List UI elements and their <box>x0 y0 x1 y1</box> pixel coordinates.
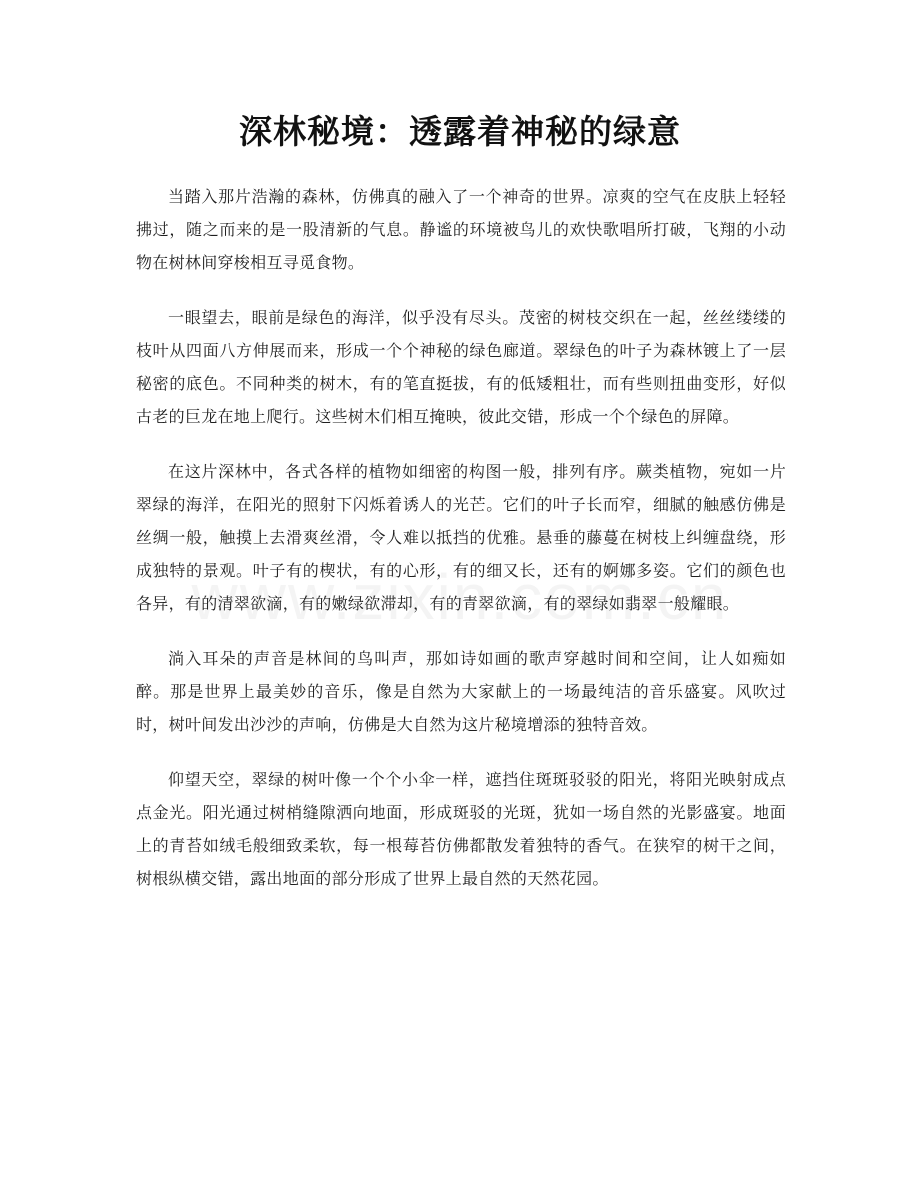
paragraph-3: 在这片深林中，各式各样的植物如细密的构图一般，排列有序。蕨类植物，宛如一片翠绿的海洋，在阳光的照射下闪烁着诱人的光芒。它们的叶子长而窄，细腻的触感仿佛是丝绸一般，触摸上去滑爽丝滑，令人难以抵挡的优雅。悬垂的藤蔓在树枝上纠缠盘绕，形成独特的景观。叶子有的楔状，有的心形，有的细又长，还有的婀娜多姿。它们的颜色也各异，有的清翠欲滴，有的嫩绿欲滞却，有的青翠欲滴，有的翠绿如翡翠一般耀眼。 <box>136 462 786 613</box>
paragraph-5: 仰望天空，翠绿的树叶像一个个小伞一样，遮挡住斑斑驳驳的阳光，将阳光映射成点点金光。阳光通过树梢缝隙洒向地面，形成斑驳的光斑，犹如一场自然的光影盛宴。地面上的青苔如绒毛般细致柔软，每一根莓苔仿佛都散发着独特的香气。在狭窄的树干之间，树根纵横交错，露出地面的部分形成了世界上最自然的天然花园。 <box>136 770 786 888</box>
paragraph-2: 一眼望去，眼前是绿色的海洋，似乎没有尽头。茂密的树枝交织在一起，丝丝缕缕的枝叶从四面八方伸展而来，形成一个个神秘的绿色廊道。翠绿色的叶子为森林镀上了一层秘密的底色。不同种类的树木，有的笔直挺拔，有的低矮粗壮，而有些则扭曲变形，好似古老的巨龙在地上爬行。这些树木们相互掩映，彼此交错，形成一个个绿色的屏障。 <box>136 308 786 426</box>
document-title: 深林秘境：透露着神秘的绿意 <box>239 112 681 151</box>
paragraph-4: 淌入耳朵的声音是林间的鸟叫声，那如诗如画的歌声穿越时间和空间，让人如痴如醉。那是世界上最美妙的音乐，像是自然为大家献上的一场最纯洁的音乐盛宴。风吹过时，树叶间发出沙沙的声响，仿佛是大自然为这片秘境增添的独特音效。 <box>136 649 786 734</box>
document-body <box>136 180 786 917</box>
paragraph-1: 当踏入那片浩瀚的森林，仿佛真的融入了一个神奇的世界。凉爽的空气在皮肤上轻轻拂过，随之而来的是一股清新的气息。静谧的环境被鸟儿的欢快歌唱所打破，飞翔的小动物在树林间穿梭相互寻觅食物。 <box>136 187 786 272</box>
